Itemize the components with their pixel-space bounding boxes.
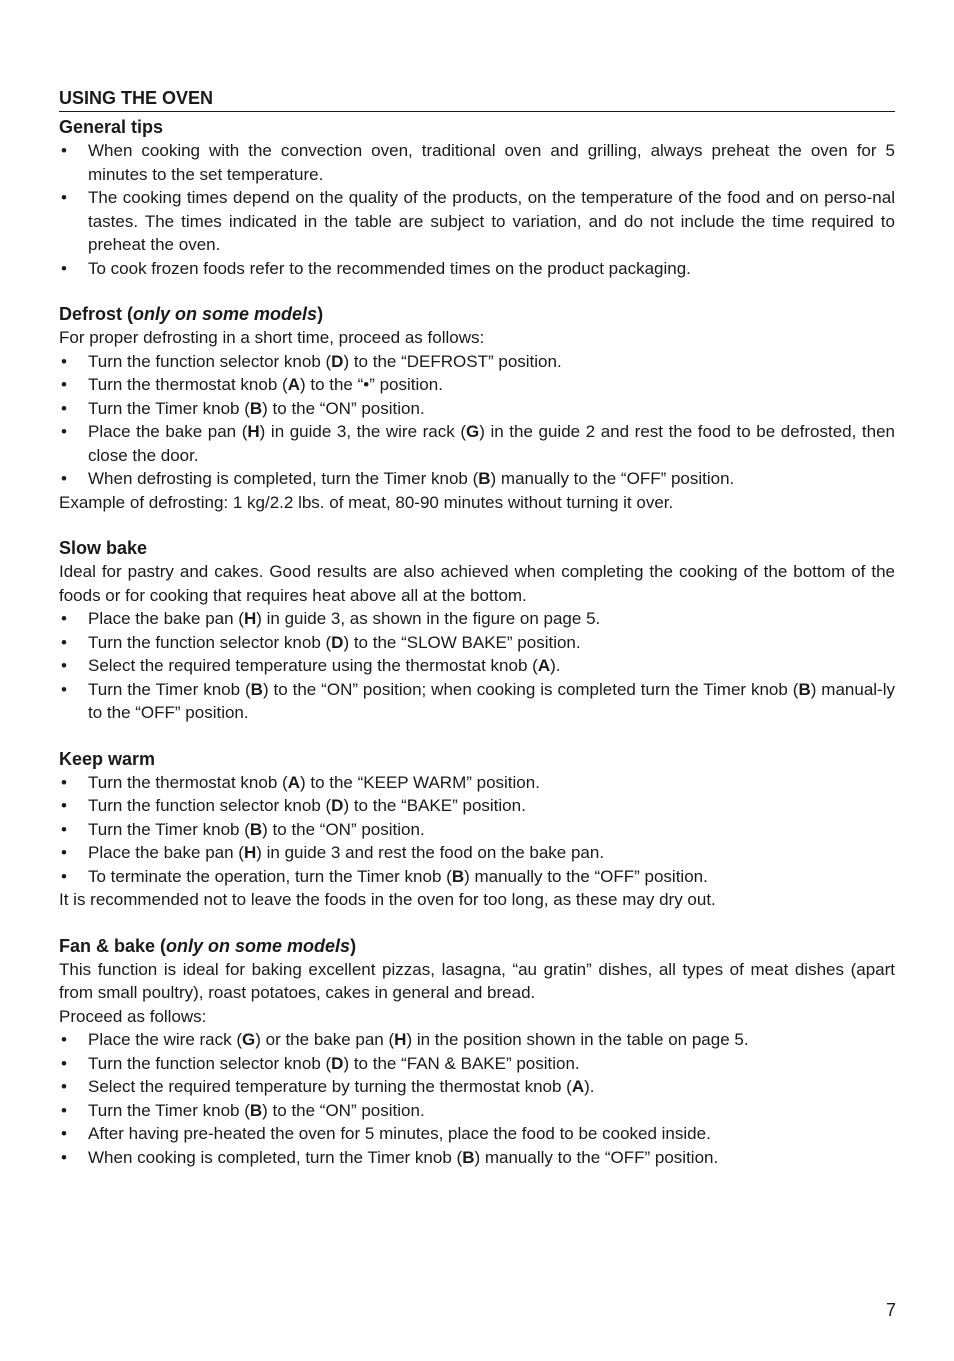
list-item: • Turn the thermostat knob (A) to the “KEEP WARM” position. xyxy=(59,771,895,795)
section-note: It is recommended not to leave the foods in the oven for too long, as these may dry out. xyxy=(59,890,716,909)
list-item: • To cook frozen foods refer to the recommended times on the product packaging. xyxy=(59,257,895,281)
section-heading-text: Slow bake xyxy=(59,538,148,558)
list-item: • Turn the Timer knob (B) to the “ON” position. xyxy=(59,397,895,421)
knob-letter: H xyxy=(243,609,257,628)
section-heading-text: Keep warm xyxy=(59,748,156,769)
section-heading: Fan & bake (only on some models) xyxy=(59,935,357,956)
list-item: • Place the bake pan (H) in guide 3, as shown in the figure on page 5. xyxy=(59,607,895,631)
list-item: • The cooking times depend on the quality of the products, on the temperature of the food and on perso-nal tastes. The times indicated in the table are subject to variation, and do not include the time required to preheat the oven. xyxy=(59,186,895,257)
bullet-list xyxy=(59,771,895,889)
section-note: Example of defrosting: 1 kg/2.2 lbs. of meat, 80-90 minutes without turning it over. xyxy=(59,492,674,512)
section-heading-text: Fan & bake ( xyxy=(59,935,167,956)
knob-letter: B xyxy=(249,819,263,839)
page-content xyxy=(59,86,895,1169)
list-item: • Turn the Timer knob (B) to the “ON” position. xyxy=(59,1099,895,1123)
list-item: • When defrosting is completed, turn the Timer knob (B) manually to the “OFF” position. xyxy=(59,467,895,491)
knob-letter: B xyxy=(478,469,491,488)
section-intro: Ideal for pastry and cakes. Good results are also achieved when completing the cooking of the bottom of the foods or for cooking that requires heat above all at the bottom. xyxy=(59,562,895,605)
list-item: • Place the bake pan (H) in guide 3, the wire rack (G) in the guide 2 and rest the food to be defrosted, then close the door. xyxy=(59,420,895,467)
section-heading: Defrost (only on some models) xyxy=(59,304,324,324)
bullet-list xyxy=(59,139,895,280)
list-item: • Turn the thermostat knob (A) to the “•” position. xyxy=(59,373,895,397)
section-intro: For proper defrosting in a short time, proceed as follows: xyxy=(59,328,485,347)
knob-letter: B xyxy=(249,1100,263,1120)
knob-letter: A xyxy=(287,375,300,394)
section xyxy=(59,934,895,1170)
knob-letter: H xyxy=(394,1030,407,1049)
section xyxy=(59,747,895,912)
section-heading-text: Defrost ( xyxy=(59,304,134,324)
knob-letter: D xyxy=(331,796,344,815)
section-heading-note: only on some models xyxy=(133,304,318,324)
knob-letter: D xyxy=(331,351,344,371)
knob-letter: B xyxy=(250,679,263,699)
bullet-list xyxy=(59,607,895,725)
list-item: • To terminate the operation, turn the Timer knob (B) manually to the “OFF” position. xyxy=(59,865,895,889)
list-item: • Turn the function selector knob (D) to the “FAN & BAKE” position. xyxy=(59,1052,895,1076)
bullet-list xyxy=(59,350,895,491)
section xyxy=(59,536,895,725)
list-item: • Turn the Timer knob (B) to the “ON” position; when cooking is completed turn the Timer knob (B) manual-ly to the “OFF” position. xyxy=(59,678,895,725)
list-item: • Place the bake pan (H) in guide 3 and rest the food on the bake pan. xyxy=(59,841,895,865)
knob-letter: A xyxy=(571,1077,585,1096)
list-item: • Select the required temperature by turning the thermostat knob (A). xyxy=(59,1075,895,1099)
list-item: • Place the wire rack (G) or the bake pan (H) in the position shown in the table on page 5. xyxy=(59,1028,895,1052)
page-title: USING THE OVEN xyxy=(59,86,895,112)
knob-letter: A xyxy=(287,772,300,792)
knob-letter: H xyxy=(243,843,257,862)
knob-letter: B xyxy=(462,1147,475,1167)
section-heading xyxy=(59,536,895,560)
sections-container xyxy=(59,115,895,1169)
page-number: 7 xyxy=(885,1300,896,1320)
section-heading-note: only on some models xyxy=(166,935,351,956)
list-item: • Turn the function selector knob (D) to the “DEFROST” position. xyxy=(59,350,895,374)
list-item: • Turn the function selector knob (D) to the “BAKE” position. xyxy=(59,794,895,818)
section xyxy=(59,302,895,514)
list-item: • When cooking is completed, turn the Timer knob (B) manually to the “OFF” position. xyxy=(59,1146,895,1170)
knob-letter: B xyxy=(798,679,811,699)
knob-letter: A xyxy=(537,656,551,675)
knob-letter: B xyxy=(451,866,465,886)
knob-letter: G xyxy=(242,1030,256,1049)
list-item: • After having pre-heated the oven for 5 minutes, place the food to be cooked inside. xyxy=(59,1122,895,1146)
list-item: • Turn the Timer knob (B) to the “ON” position. xyxy=(59,818,895,842)
knob-letter: G xyxy=(466,422,480,441)
knob-letter: B xyxy=(249,398,263,418)
section-heading-text: General tips xyxy=(59,117,164,137)
list-item: • When cooking with the convection oven, traditional oven and grilling, always preheat the oven for 5 minutes to the set temperature. xyxy=(59,139,895,186)
bullet-list xyxy=(59,1028,895,1169)
knob-letter: H xyxy=(247,422,260,441)
knob-letter: D xyxy=(331,632,344,652)
section-intro: This function is ideal for baking excellent pizzas, lasagna, “au gratin” dishes, all types of meat dishes (apart from small poultry), roast potatoes, cakes in general and bread. xyxy=(59,959,895,1002)
list-item: • Select the required temperature using the thermostat knob (A). xyxy=(59,654,895,678)
section-intro: Proceed as follows: xyxy=(59,1006,207,1026)
section-heading xyxy=(59,747,895,771)
section xyxy=(59,115,895,280)
knob-letter: D xyxy=(331,1053,344,1073)
section-heading xyxy=(59,115,895,139)
list-item: • Turn the function selector knob (D) to the “SLOW BAKE” position. xyxy=(59,631,895,655)
